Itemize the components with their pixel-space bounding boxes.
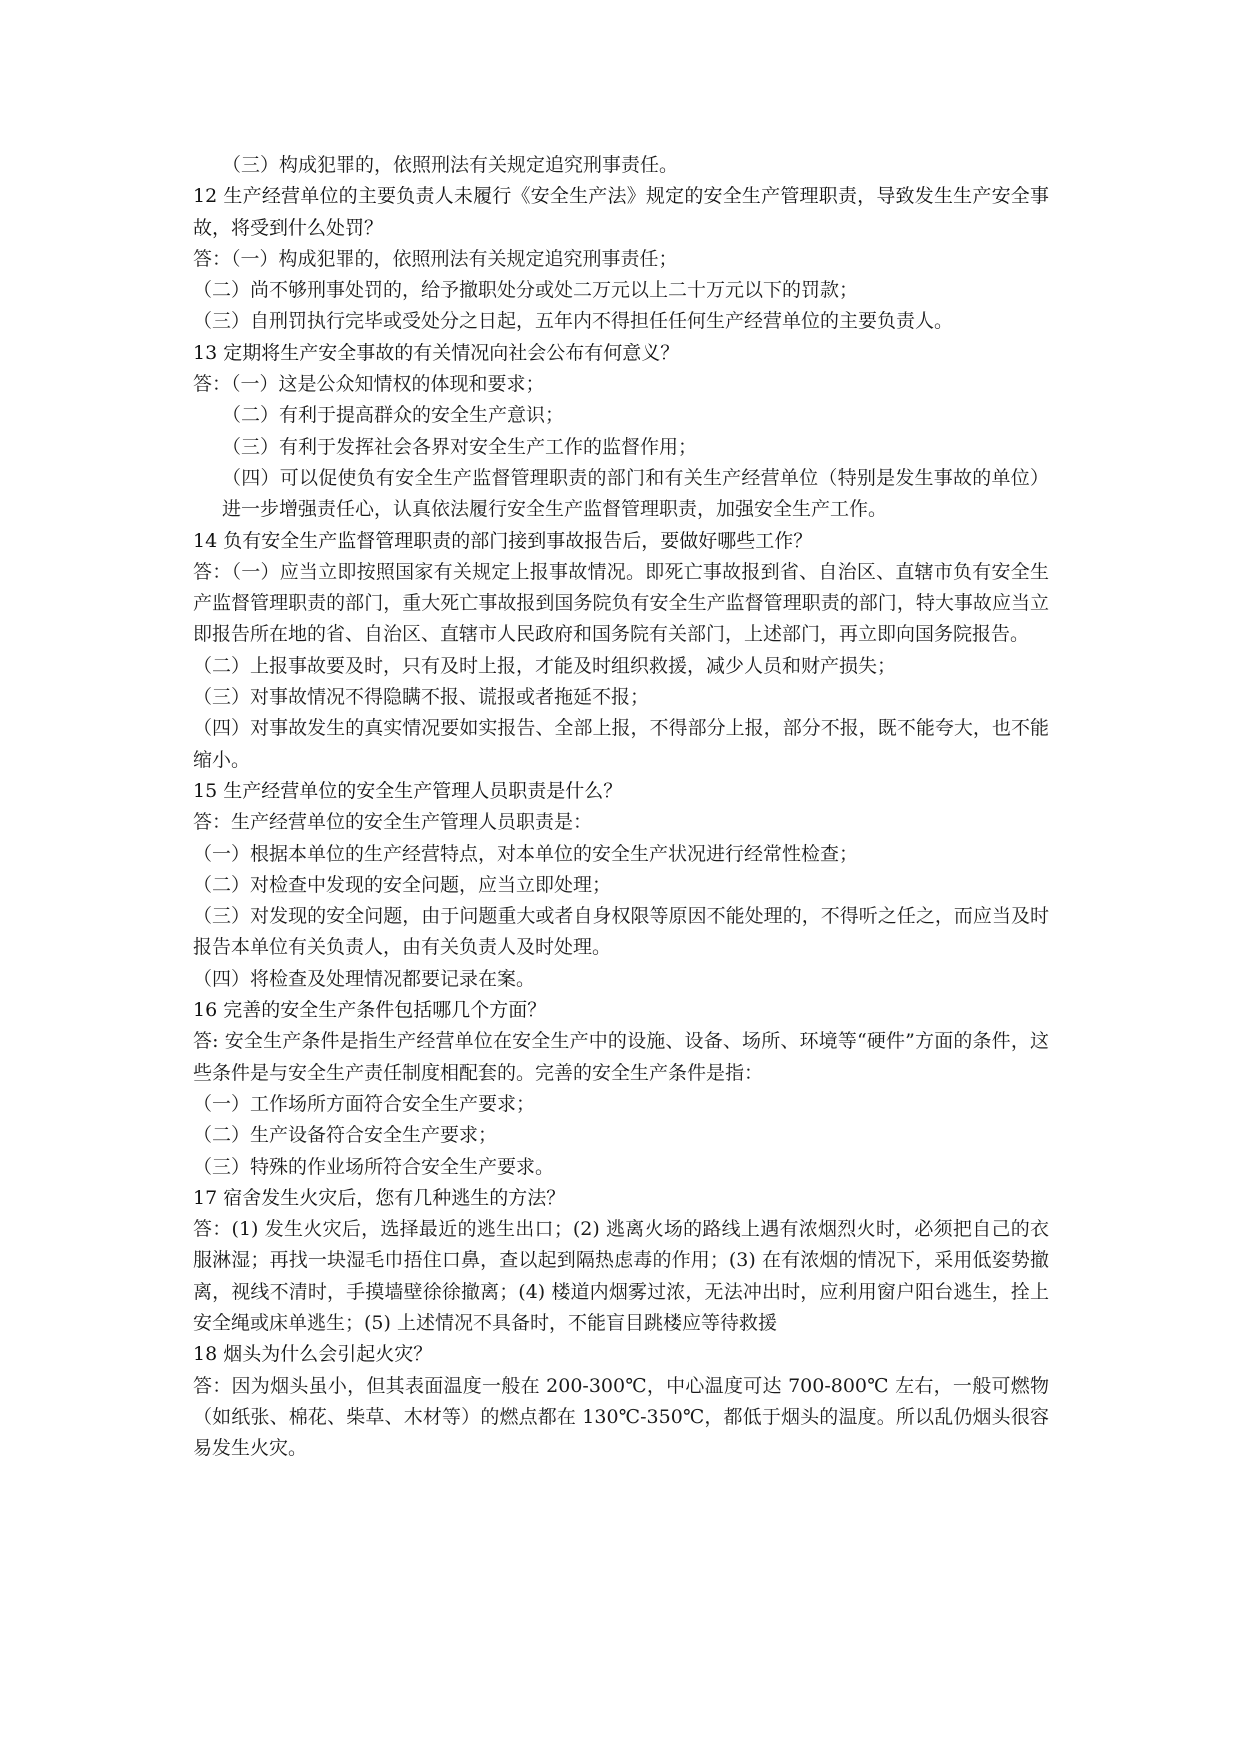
answer-line: 答：生产经营单位的安全生产管理人员职责是： xyxy=(193,811,593,834)
question-15: 15 生产经营单位的安全生产管理人员职责是什么？ xyxy=(193,779,623,802)
answer-line: 答：因为烟头虽小，但其表面温度一般在 200-300℃，中心温度可达 700-800℃ 左右，一般可燃物（如纸张、棉花、柴草、木材等）的燃点都在 130℃-350℃，都低于烟头的温度。所以乱仍烟头很容易发生火灾。 xyxy=(193,1374,1049,1460)
question-18: 18 烟头为什么会引起火灾？ xyxy=(193,1343,433,1366)
answer-line: （四）对事故发生的真实情况要如实报告、全部上报，不得部分上报，部分不报，既不能夸大，也不能缩小。 xyxy=(193,717,1049,771)
answer-line: （二）有利于提高群众的安全生产意识； xyxy=(222,404,565,427)
answer-line: （三）构成犯罪的，依照刑法有关规定追究刑事责任。 xyxy=(222,154,679,176)
answer-line: （三）特殊的作业场所符合安全生产要求。 xyxy=(193,1155,555,1178)
question-14: 14 负有安全生产监督管理职责的部门接到事故报告后，要做好哪些工作？ xyxy=(193,529,813,552)
question-13: 13 定期将生产安全事故的有关情况向社会公布有何意义？ xyxy=(193,341,680,364)
answer-line: （一）工作场所方面符合安全生产要求； xyxy=(193,1092,536,1115)
answer-line: （三）对发现的安全问题，由于问题重大或者自身权限等原因不能处理的，不得听之任之，而应当及时报告本单位有关负责人，由有关负责人及时处理。 xyxy=(193,905,1049,959)
answer-line: 答: 安全生产条件是指生产经营单位在安全生产中的设施、设备、场所、环境等“硬件”方面的条件，这些条件是与安全生产责任制度相配套的。完善的安全生产条件是指： xyxy=(193,1030,1049,1084)
answer-line: （三）有利于发挥社会各界对安全生产工作的监督作用； xyxy=(222,435,698,458)
answer-line: （二）生产设备符合安全生产要求； xyxy=(193,1124,498,1147)
document-body xyxy=(193,150,1049,1464)
answer-line: （四）可以促使负有安全生产监督管理职责的部门和有关生产经营单位（特别是发生事故的单位）进一步增强责任心，认真依法履行安全生产监督管理职责，加强安全生产工作。 xyxy=(222,466,1049,521)
question-16: 16 完善的安全生产条件包括哪几个方面？ xyxy=(193,999,547,1022)
question-12: 12 生产经营单位的主要负责人未履行《安全生产法》规定的安全生产管理职责，导致发生生产安全事故，将受到什么处罚？ xyxy=(193,185,1049,239)
answer-line: （二）尚不够刑事处罚的，给予撤职处分或处二万元以上二十万元以下的罚款； xyxy=(193,279,859,302)
answer-line: 答：（一）构成犯罪的，依照刑法有关规定追究刑事责任； xyxy=(193,247,678,270)
answer-line: （一）根据本单位的生产经营特点，对本单位的安全生产状况进行经常性检查； xyxy=(193,842,859,865)
answer-line: （三）对事故情况不得隐瞒不报、谎报或者拖延不报； xyxy=(193,686,650,709)
answer-line: 答：（一）这是公众知情权的体现和要求； xyxy=(193,373,545,396)
answer-line: （二）对检查中发现的安全问题，应当立即处理； xyxy=(193,873,612,896)
answer-line: 答：(1) 发生火灾后，选择最近的逃生出口；(2) 逃离火场的路线上遇有浓烟烈火时，必须把自己的衣服淋湿；再找一块湿毛巾捂住口鼻，查以起到隔热虑毒的作用；(3) 在有浓烟的情况下，采用低姿势撤离，视线不清时，手摸墙壁徐徐撤离；(4) 楼道内烟雾过浓，无法冲出时，应利用窗户阳台逃生，拴上安全绳或床单逃生；(5) 上述情况不具备时，不能盲目跳楼应等待救援 xyxy=(193,1218,1049,1334)
answer-line: （四）将检查及处理情况都要记录在案。 xyxy=(193,967,536,990)
answer-line: （二）上报事故要及时，只有及时上报，才能及时组织救援，减少人员和财产损失； xyxy=(193,654,897,677)
answer-line: （三）自刑罚执行完毕或受处分之日起，五年内不得担任任何生产经营单位的主要负责人。 xyxy=(193,310,954,333)
question-17: 17 宿舍发生火灾后，您有几种逃生的方法？ xyxy=(193,1186,566,1209)
answer-line: 答：（一）应当立即按照国家有关规定上报事故情况。即死亡事故报到省、自治区、直辖市负有安全生产监督管理职责的部门，重大死亡事故报到国务院负有安全生产监督管理职责的部门，特大事故应当立即报告所在地的省、自治区、直辖市人民政府和国务院有关部门，上述部门，再立即向国务院报告。 xyxy=(193,560,1049,646)
